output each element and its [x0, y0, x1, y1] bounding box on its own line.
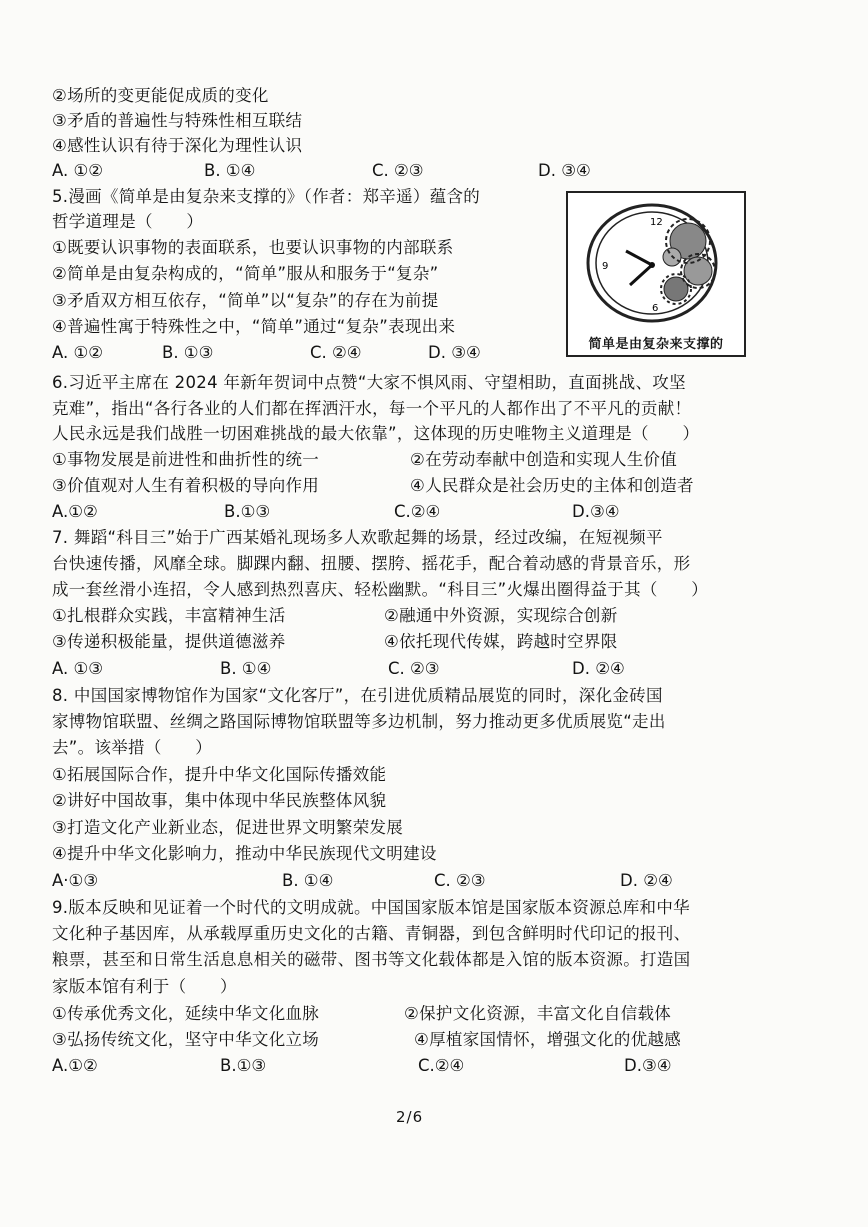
clock-number-6: 6 [652, 303, 659, 314]
q5-option-a[interactable]: A. ①② [52, 343, 104, 362]
q7-options [52, 658, 672, 680]
page-number: 2/6 [396, 1108, 424, 1126]
q7-statement-2: ②融通中外资源，实现综合创新 [384, 606, 618, 625]
q7-option-d[interactable]: D. ②④ [572, 659, 625, 678]
q8-statement-2: ②讲好中国故事，集中体现中华民族整体风貌 [52, 791, 387, 810]
q9-stem-line-2: 文化种子基因库，从承载厚重历史文化的古籍、青铜器，到包含鲜明时代印记的报刊、 [52, 924, 691, 943]
q8-stem-line-2: 家博物馆联盟、丝绸之路国际博物馆联盟等多边机制，努力推动更多优质展览“走出 [52, 712, 666, 731]
q6-statement-2: ②在劳动奉献中创造和实现人生价值 [410, 450, 678, 469]
q9-statement-1: ①传承优秀文化，延续中华文化血脉 [52, 1004, 320, 1023]
q7-option-a[interactable]: A. ①③ [52, 659, 104, 678]
q9-statement-4: ④厚植家国情怀，增强文化的优越感 [414, 1030, 682, 1049]
q9-option-d[interactable]: D.③④ [624, 1056, 672, 1075]
q9-stem-line-3: 粮票，甚至和日常生活息息相关的磁带、图书等文化载体都是入馆的版本资源。打造国 [52, 950, 691, 969]
q8-stem-line-1: 8. 中国国家博物馆作为国家“文化客厅”，在引进优质精品展览的同时，深化金砖国 [52, 686, 663, 705]
q8-option-d[interactable]: D. ②④ [620, 871, 673, 890]
q5-option-c[interactable]: C. ②④ [310, 343, 362, 362]
clock-gears-illustration [568, 193, 744, 355]
q4-options [52, 160, 612, 182]
q9-option-a[interactable]: A.①② [52, 1056, 98, 1075]
cartoon-figure [566, 191, 746, 357]
q6-statement-3: ③价值观对人生有着积极的导向作用 [52, 476, 320, 495]
q9-stem-line-4: 家版本馆有利于（ ） [52, 977, 237, 996]
q7-statement-3: ③传递积极能量，提供道德滋养 [52, 632, 286, 651]
q5-option-b[interactable]: B. ①③ [162, 343, 214, 362]
q9-statement-2: ②保护文化资源，丰富文化自信载体 [404, 1004, 672, 1023]
q7-stem-line-2: 台快速传播，风靡全球。脚踝内翻、扭腰、摆胯、摇花手，配合着动感的背景音乐，形 [52, 554, 691, 573]
q7-option-b[interactable]: B. ①④ [220, 659, 272, 678]
q9-stem-line-1: 9.版本反映和见证着一个时代的文明成就。中国国家版本馆是国家版本资源总库和中华 [52, 898, 690, 917]
q9-statement-3: ③弘扬传统文化，坚守中华文化立场 [52, 1030, 320, 1049]
q6-statement-4: ④人民群众是社会历史的主体和创造者 [410, 476, 694, 495]
q7-statement-1: ①扎根群众实践，丰富精神生活 [52, 606, 286, 625]
q6-option-c[interactable]: C.②④ [394, 502, 441, 521]
q8-stem-line-3: 去”。该举措（ ） [52, 738, 213, 757]
q4-statement-2: ②场所的变更能促成质的变化 [52, 86, 269, 105]
q4-statement-3: ③矛盾的普遍性与特殊性相互联结 [52, 111, 303, 130]
q8-option-c[interactable]: C. ②③ [434, 871, 486, 890]
q6-option-b[interactable]: B.①③ [224, 502, 271, 521]
q5-statement-1: ①既要认识事物的表面联系，也要认识事物的内部联系 [52, 238, 454, 257]
q8-option-b[interactable]: B. ①④ [282, 871, 334, 890]
q4-statement-4: ④感性认识有待于深化为理性认识 [52, 136, 303, 155]
q8-statement-4: ④提升中华文化影响力，推动中华民族现代文明建设 [52, 844, 437, 863]
q7-stem-line-1: 7. 舞蹈“科目三”始于广西某婚礼现场多人欢歌起舞的场景，经过改编，在短视频平 [52, 528, 663, 547]
q4-option-a[interactable]: A. ①② [52, 161, 104, 180]
q8-statement-1: ①拓展国际合作，提升中华文化国际传播效能 [52, 765, 387, 784]
q6-options [52, 501, 652, 523]
q8-options [52, 870, 712, 892]
q6-option-a[interactable]: A.①② [52, 502, 98, 521]
q5-stem-line-2: 哲学道理是（ ） [52, 212, 204, 231]
q4-option-d[interactable]: D. ③④ [538, 161, 591, 180]
q8-option-a[interactable]: A·①③ [52, 871, 99, 890]
q5-stem-line-1: 5.漫画《简单是由复杂来支撑的》（作者：郑辛遥）蕴含的 [52, 187, 481, 206]
q7-stem-line-3: 成一套丝滑小连招，令人感到热烈喜庆、轻松幽默。“科目三”火爆出圈得益于其（ ） [52, 580, 709, 599]
q7-option-c[interactable]: C. ②③ [388, 659, 440, 678]
q6-stem-line-3: 人民永远是我们战胜一切困难挑战的最大依靠”，这体现的历史唯物主义道理是（ ） [52, 424, 700, 443]
q6-stem-line-1: 6.习近平主席在 2024 年新年贺词中点赞“大家不惧风雨、守望相助，直面挑战、攻坚 [52, 373, 686, 392]
q5-option-d[interactable]: D. ③④ [428, 343, 481, 362]
q4-option-b[interactable]: B. ①④ [204, 161, 256, 180]
q5-statement-4: ④普遍性寓于特殊性之中，“简单”通过“复杂”表现出来 [52, 317, 456, 336]
q9-options [52, 1055, 712, 1077]
q7-statement-4: ④依托现代传媒，跨越时空界限 [384, 632, 618, 651]
q6-statement-1: ①事物发展是前进性和曲折性的统一 [52, 450, 320, 469]
q9-option-b[interactable]: B.①③ [220, 1056, 267, 1075]
cartoon-caption: 简单是由复杂来支撑的 [588, 337, 724, 352]
clock-number-12: 12 [650, 217, 663, 228]
q6-option-d[interactable]: D.③④ [572, 502, 620, 521]
q6-stem-line-2: 克难”，指出“各行各业的人们都在挥洒汗水，每一个平凡的人都作出了不平凡的贡献！ [52, 399, 692, 418]
q5-options [52, 342, 512, 364]
q5-statement-2: ②简单是由复杂构成的，“简单”服从和服务于“复杂” [52, 264, 439, 283]
q9-option-c[interactable]: C.②④ [418, 1056, 465, 1075]
clock-number-9: 9 [602, 261, 609, 272]
q4-option-c[interactable]: C. ②③ [372, 161, 424, 180]
q8-statement-3: ③打造文化产业新业态，促进世界文明繁荣发展 [52, 818, 404, 837]
q5-statement-3: ③矛盾双方相互依存，“简单”以“复杂”的存在为前提 [52, 291, 439, 310]
